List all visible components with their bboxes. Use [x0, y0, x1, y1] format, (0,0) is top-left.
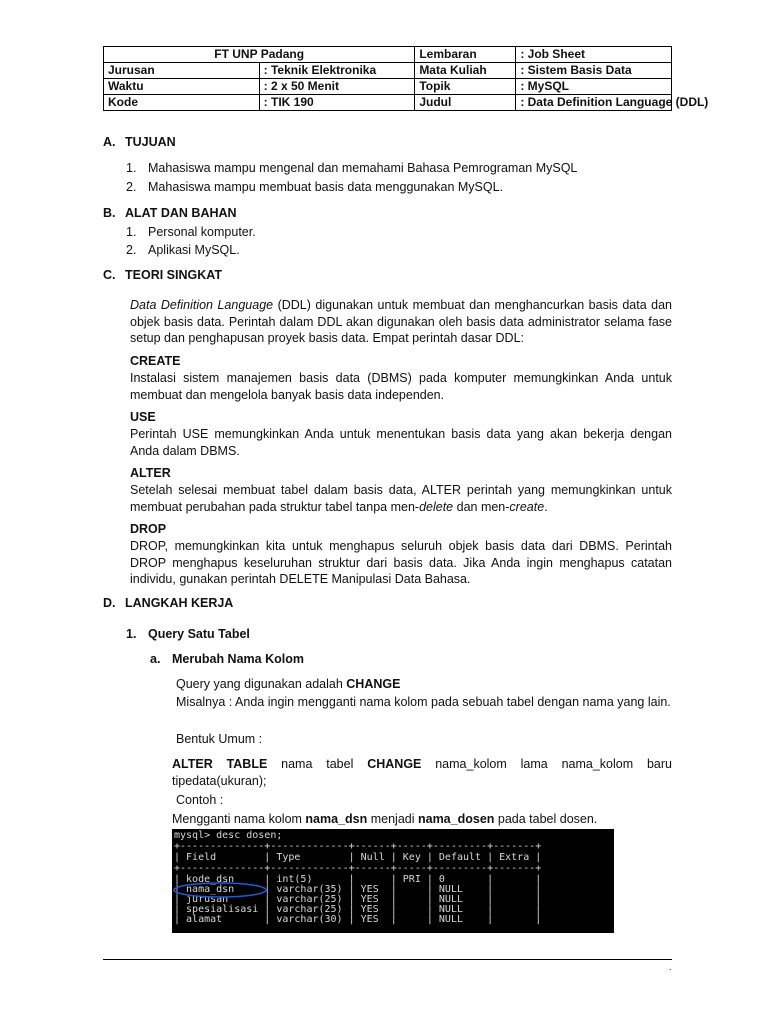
list-item: 1. Personal komputer. — [126, 225, 256, 239]
header-row — [104, 47, 672, 63]
value-cell: : TIK 190 — [259, 95, 415, 111]
create-heading: CREATE — [130, 354, 181, 368]
example-text: Mengganti nama kolom nama_dsn menjadi nama_dosen pada tabel dosen. — [172, 812, 598, 826]
value-cell: : Data Definition Language (DDL) — [516, 95, 672, 111]
value-cell: : Sistem Basis Data — [516, 63, 672, 79]
section-d-heading: D. LANGKAH KERJA — [103, 596, 234, 610]
example-description: Misalnya : Anda ingin mengganti nama kolom pada sebuah tabel dengan nama yang lain. — [176, 695, 671, 709]
label-cell: Waktu — [104, 79, 260, 95]
alter-paragraph: Setelah selesai membuat tabel dalam basis data, ALTER perintah yang memungkinkan untuk membuat perubahan pada struktur tabel tanpa men-delete dan men-create. — [130, 483, 672, 514]
label-cell: Mata Kuliah — [415, 63, 516, 79]
header-row — [104, 95, 672, 111]
syntax-line: ALTER TABLE nama tabel CHANGE nama_kolom lama nama_kolom baru tipedata(ukuran); — [172, 757, 672, 788]
header-table — [103, 46, 709, 111]
header-row — [104, 63, 672, 79]
header-row — [104, 79, 672, 95]
terminal-row: | kode_dsn | int(5) | | PRI | 0 | | — [174, 874, 542, 885]
label-cell: Topik — [415, 79, 516, 95]
drop-paragraph: DROP, memungkinkan kita untuk menghapus seluruh objek basis data dari DBMS. Perintah DROP menghapus keseluruhan struktur dari basis data. Jika Anda ingin menghapus catatan individu, gunakan perintah DELETE Manipulasi Data Bahasa. — [130, 539, 672, 586]
footer-rule — [103, 959, 672, 960]
label-cell: Lembaran — [415, 47, 516, 63]
drop-heading: DROP — [130, 522, 167, 536]
general-form-label: Bentuk Umum : — [176, 732, 263, 746]
use-heading: USE — [130, 410, 156, 424]
highlight-ellipse — [172, 829, 614, 933]
alter-heading: ALTER — [130, 466, 171, 480]
section-c-heading: C. TEORI SINGKAT — [103, 268, 222, 282]
institution-cell: FT UNP Padang — [104, 47, 415, 63]
terminal-row: | spesialisasi | varchar(25) | YES | | NULL | | — [174, 904, 542, 915]
value-cell: : MySQL — [516, 79, 672, 95]
terminal-screenshot — [172, 829, 614, 933]
use-paragraph: Perintah USE memungkinkan Anda untuk menentukan basis data yang akan bekerja dengan Anda dalam DBMS. — [130, 427, 672, 458]
label-cell: Kode — [104, 95, 260, 111]
list-item: 2. Mahasiswa mampu membuat basis data menggunakan MySQL. — [126, 180, 504, 194]
footer-mark: . — [669, 962, 672, 972]
subsubsection-heading: a. Merubah Nama Kolom — [150, 652, 304, 666]
terminal-border: +--------------+-------------+------+-----+---------+-------+ — [174, 863, 542, 874]
example-label: Contoh : — [176, 793, 224, 807]
query-line: Query yang digunakan adalah CHANGE — [176, 677, 401, 691]
terminal-command: mysql> desc dosen; — [174, 830, 283, 841]
terminal-header: | Field | Type | Null | Key | Default | Extra | — [174, 852, 542, 863]
terminal-row: | alamat | varchar(30) | YES | | NULL | | — [174, 914, 542, 925]
intro-paragraph: Data Definition Language (DDL) digunakan untuk membuat dan menghancurkan basis data dan objek basis data. Perintah dalam DDL akan digunakan oleh basis data administrator selama fase setup dan penghapusan proyek basis data. Empat perintah dasar DDL: — [130, 298, 672, 345]
list-item: 2. Aplikasi MySQL. — [126, 243, 240, 257]
value-cell: : Teknik Elektronika — [259, 63, 415, 79]
create-paragraph: Instalasi sistem manajemen basis data (DBMS) pada komputer memungkinkan Anda untuk membuat dan mengelola banyak basis data independen. — [130, 371, 672, 402]
list-item: 1. Mahasiswa mampu mengenal dan memahami Bahasa Pemrograman MySQL — [126, 161, 578, 175]
section-b-heading: B. ALAT DAN BAHAN — [103, 206, 237, 220]
value-cell: : 2 x 50 Menit — [259, 79, 415, 95]
subsection-heading: 1. Query Satu Tabel — [126, 627, 250, 641]
label-cell: Jurusan — [104, 63, 260, 79]
value-cell: : Job Sheet — [516, 47, 672, 63]
label-cell: Judul — [415, 95, 516, 111]
terminal-border: +--------------+-------------+------+-----+---------+-------+ — [174, 841, 542, 852]
terminal-row: | nama_dsn | varchar(35) | YES | | NULL | | — [174, 884, 542, 895]
section-a-heading: A. TUJUAN — [103, 135, 176, 149]
terminal-row: | jurusan | varchar(25) | YES | | NULL | | — [174, 894, 542, 905]
